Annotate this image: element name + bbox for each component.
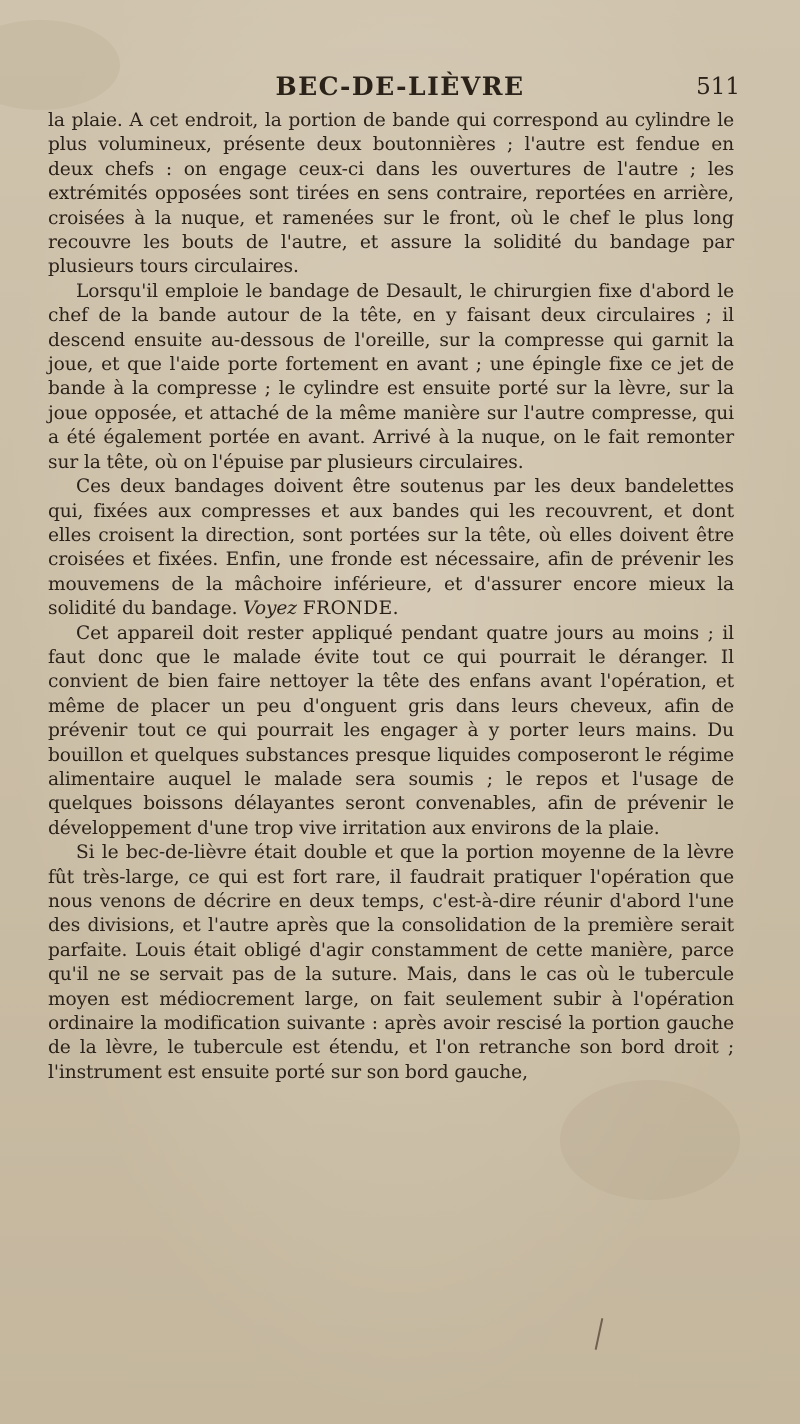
paper-stain: [560, 1080, 740, 1200]
paragraph-3: [48, 475, 734, 621]
paragraph-3-text: Ces deux bandages doivent être soutenus par les deux bandelettes qui, fixées aux compresses et aux bandes qui les recouvrent, et dont elles croisent la direction, sont portées sur la tête, où elles doivent être croisées et fixées. Enfin, une fronde est nécessaire, afin de prévenir les mouvemens de la mâchoire inférieure, et d'assurer encore mieux la solidité du bandage.: [48, 476, 734, 620]
paragraph-1: la plaie. A cet endroit, la portion de bande qui correspond au cylindre le plus volumineux, présente deux boutonnières ; l'autre est fendue en deux chefs : on engage ceux-ci dans les ouvertures de l'autre ; les extrémités opposées sont tirées en sens contraire, reportées en arrière, croisées à la nuque, et ramenées sur le front, où le chef le plus long recouvre les bouts de l'autre, et assure la solidité du bandage par plusieurs tours circulaires.: [48, 110, 734, 278]
paragraph-4: Cet appareil doit rester appliqué pendant quatre jours au moins ; il faut donc que le malade évite tout ce qui pourrait le déranger. Il convient de bien faire nettoyer la tête des enfans avant l'opération, et même de placer un peu d'onguent gris dans leurs cheveux, afin de prévenir tout ce qui pourrait les engager à y porter leurs mains. Du bouillon et quelques substances presque liquides composeront le régime alimentaire auquel le malade sera soumis ; le repos et l'usage de quelques boissons délayantes seront convenables, afin de prévenir le développement d'une trop vive irritation aux environs de la plaie.: [48, 622, 734, 839]
paragraph-2: Lorsqu'il emploie le bandage de Desault, le chirurgien fixe d'abord le chef de la bande autour de la tête, en y faisant deux circulaires ; il descend ensuite au-dessous de l'oreille, sur la compresse qui garnit la joue, et que l'aide porte fortement en avant ; une épingle fixe ce jet de bande à la compresse ; le cylindre est ensuite porté sur la lèvre, sur la joue opposée, et attaché de la même manière sur l'autre compresse, qui a été également portée en avant. Arrivé à la nuque, on le fait remonter sur la tête, où on l'épuise par plusieurs circulaires.: [48, 280, 734, 473]
running-head: BEC-DE-LIÈVRE: [275, 72, 525, 101]
page-header: [0, 72, 800, 106]
ink-mark: [595, 1318, 604, 1350]
page-number: 511: [696, 74, 740, 100]
cross-reference: FRONDE.: [302, 598, 400, 620]
body-text: [48, 109, 734, 1085]
see-label: Voyez: [243, 598, 297, 620]
paragraph-5: Si le bec-de-lièvre était double et que la portion moyenne de la lèvre fût très-large, ce qui est fort rare, il faudrait pratiquer l'opération que nous venons de décrire en deux temps, c'est-à-dire réunir d'abord l'une des divisions, et l'autre après que la consolidation de la première serait parfaite. Louis était obligé d'agir constamment de cette manière, parce qu'il ne se servait pas de la suture. Mais, dans le cas où le tubercule moyen est médiocrement large, on fait seulement subir à l'opération ordinaire la modification suivante : après avoir rescisé la portion gauche de la lèvre, le tubercule est étendu, et l'on retranche son bord droit ; l'instrument est ensuite porté sur son bord gauche,: [48, 842, 734, 1083]
